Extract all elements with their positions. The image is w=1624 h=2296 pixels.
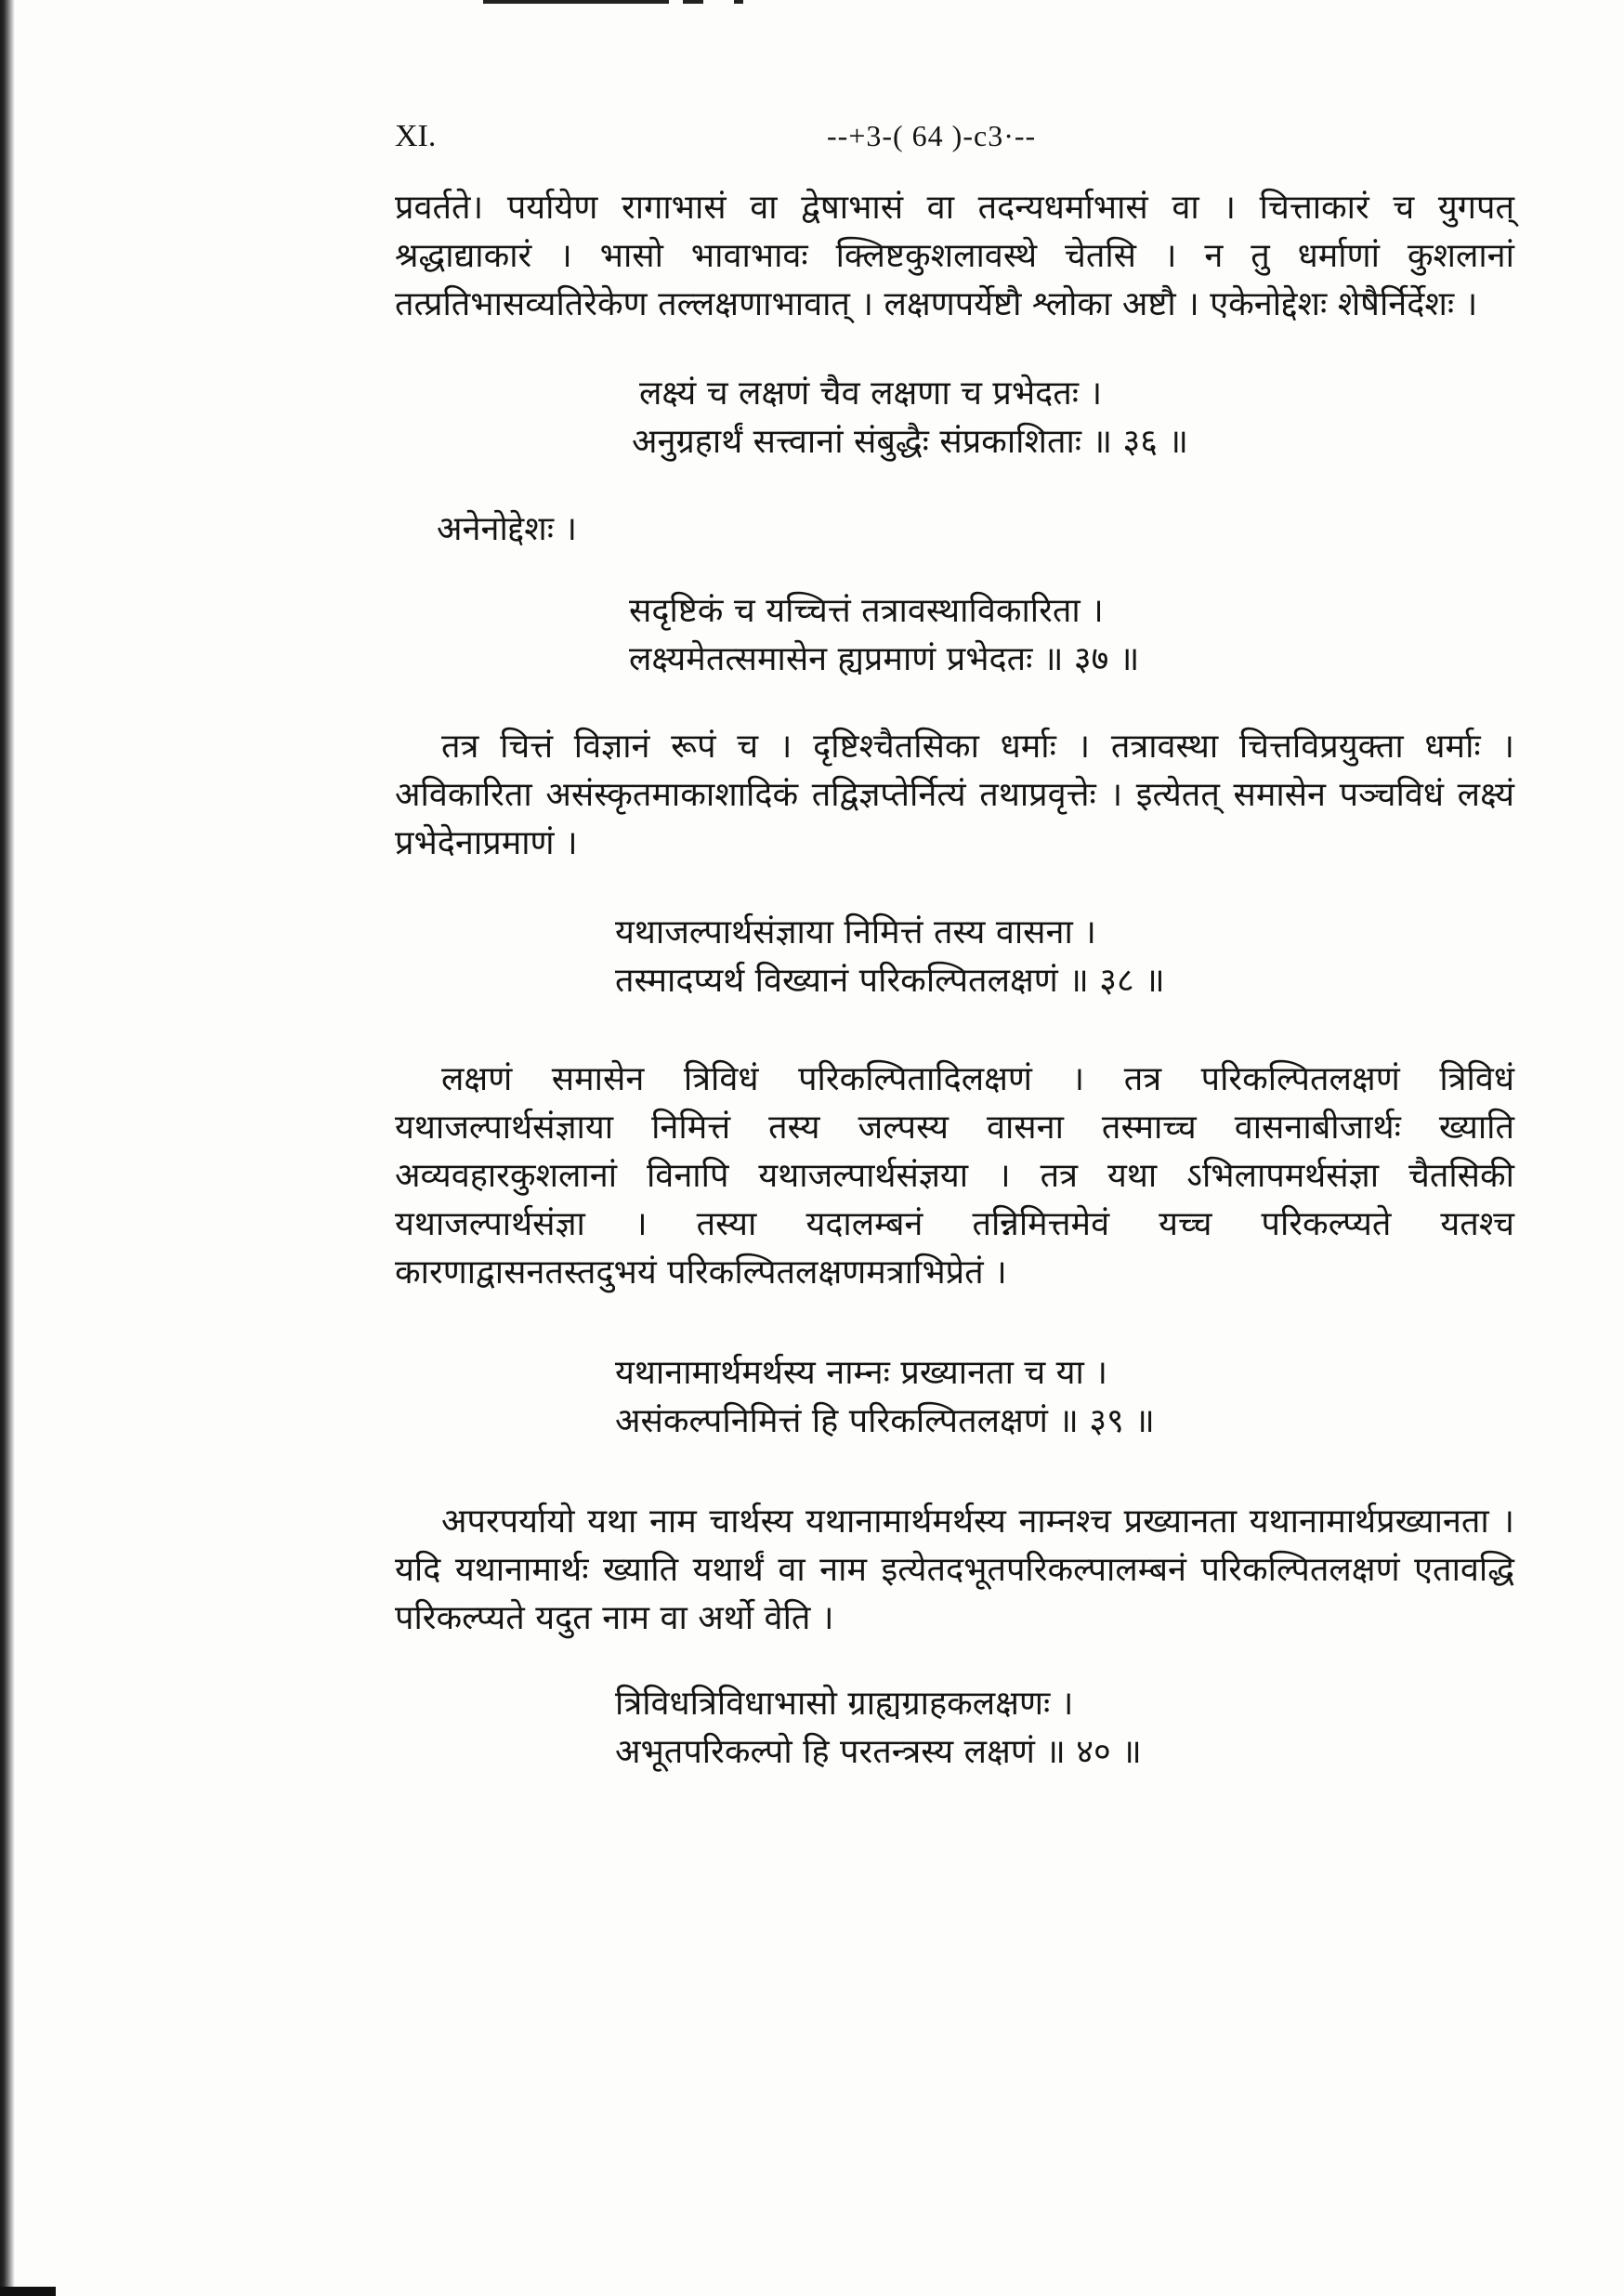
verse-line: अनुग्रहार्थं सत्त्वानां संबुद्धैः संप्रकाशिताः ॥ ३६ ॥: [632, 423, 1188, 461]
paragraph-3: तत्र चित्तं विज्ञानं रूपं च । दृष्टिश्चैतसिका धर्माः । तत्रावस्था चित्तविप्रयुक्ता धर्माः । अविकारिता असंस्कृतमाकाशादिकं तद्विज्ञप्तेर्नित्यं तथाप्रवृत्तेः । इत्येतत् समासेन पञ्चविधं लक्ष्यं प्रभेदेनाप्रमाणं ।: [395, 728, 1514, 862]
verse-36: [395, 370, 1514, 466]
scan-top-rule: [683, 0, 703, 4]
page-body: [395, 184, 1514, 1777]
verse-39: [395, 1349, 1514, 1446]
verse-line: लक्ष्यमेतत्समासेन ह्यप्रमाणं प्रभेदतः ॥ ३७ ॥: [629, 640, 1140, 678]
paragraph-5: अपरपर्यायो यथा नाम चार्थस्य यथानामार्थमर्थस्य नाम्नश्च प्रख्यानता यथानामार्थप्रख्यानता । यदि यथानामार्थः ख्याति यथार्थं वा नाम इत्येतदभूतपरिकल्पालम्बनं परिकल्पितलक्षणं एतावद्धि परिकल्प्यते यदुत नाम वा अर्थो वेति ।: [395, 1502, 1514, 1637]
paragraph-1: प्रवर्तते। पर्यायेण रागाभासं वा द्वेषाभासं वा तदन्यधर्माभासं वा । चित्ताकारं च युगपत् श्रद्धाद्याकारं । भासो भावाभावः क्लिष्टकुशलावस्थे चेतसि । न तु धर्माणां कुशलानां तत्प्रतिभासव्यतिरेकेण तल्लक्षणाभावात् । लक्षणपर्येष्टौ श्लोका अष्टौ । एकेनोद्देशः शेषैर्निर्देशः ।: [395, 189, 1514, 323]
verse-line: यथाजल्पार्थसंज्ञाया निमित्तं तस्य वासना ।: [615, 913, 1096, 951]
paragraph-2: अनेनोद्देशः ।: [437, 510, 578, 548]
verse-line: यथानामार्थमर्थस्य नाम्नः प्रख्यानता च या ।: [615, 1354, 1107, 1392]
section-mark: XI.: [395, 119, 437, 153]
verse-line: लक्ष्यं च लक्षणं चैव लक्षणा च प्रभेदतः ।: [639, 374, 1103, 413]
verse-line: त्रिविधत्रिविधाभासो ग्राह्यग्राहकलक्षणः ।: [615, 1685, 1074, 1723]
page-header: [395, 119, 1547, 165]
scan-top-rule: [483, 0, 669, 4]
verse-line: असंकल्पनिमित्तं हि परिकल्पितलक्षणं ॥ ३९ ॥: [615, 1402, 1155, 1440]
verse-38: [395, 909, 1514, 1005]
paragraph-4: लक्षणं समासेन त्रिविधं परिकल्पितादिलक्षणं । तत्र परिकल्पितलक्षणं त्रिविधं यथाजल्पार्थसंज्ञाया निमित्तं तस्य जल्पस्य वासना तस्माच्च वासनाबीजार्थः ख्याति अव्यवहारकुशलानां विनापि यथाजल्पार्थसंज्ञया । तत्र यथा ऽभिलापमर्थसंज्ञा चैतसिकी यथाजल्पार्थसंज्ञा । तस्या यदालम्बनं तन्निमित्तमेवं यच्च परिकल्प्यते यतश्च कारणाद्वासनतस्तदुभयं परिकल्पितलक्षणमत्राभिप्रेतं ।: [395, 1060, 1514, 1292]
scan-corner-mark: [0, 2287, 56, 2296]
verse-line: तस्मादप्यर्थ विख्यानं परिकल्पितलक्षणं ॥ ३८ ॥: [615, 962, 1165, 1000]
scan-binding-edge: [0, 0, 15, 2296]
verse-line: अभूतपरिकल्पो हि परतन्त्रस्य लक्षणं ॥ ४० ॥: [615, 1733, 1142, 1771]
page-number: --+3-( 64 )-c3·--: [827, 119, 1037, 152]
scan-top-rule: [734, 0, 743, 4]
verse-37: [395, 587, 1514, 684]
verse-line: सदृष्टिकं च यच्चित्तं तत्रावस्थाविकारिता ।: [629, 592, 1104, 630]
verse-40: [395, 1680, 1514, 1777]
